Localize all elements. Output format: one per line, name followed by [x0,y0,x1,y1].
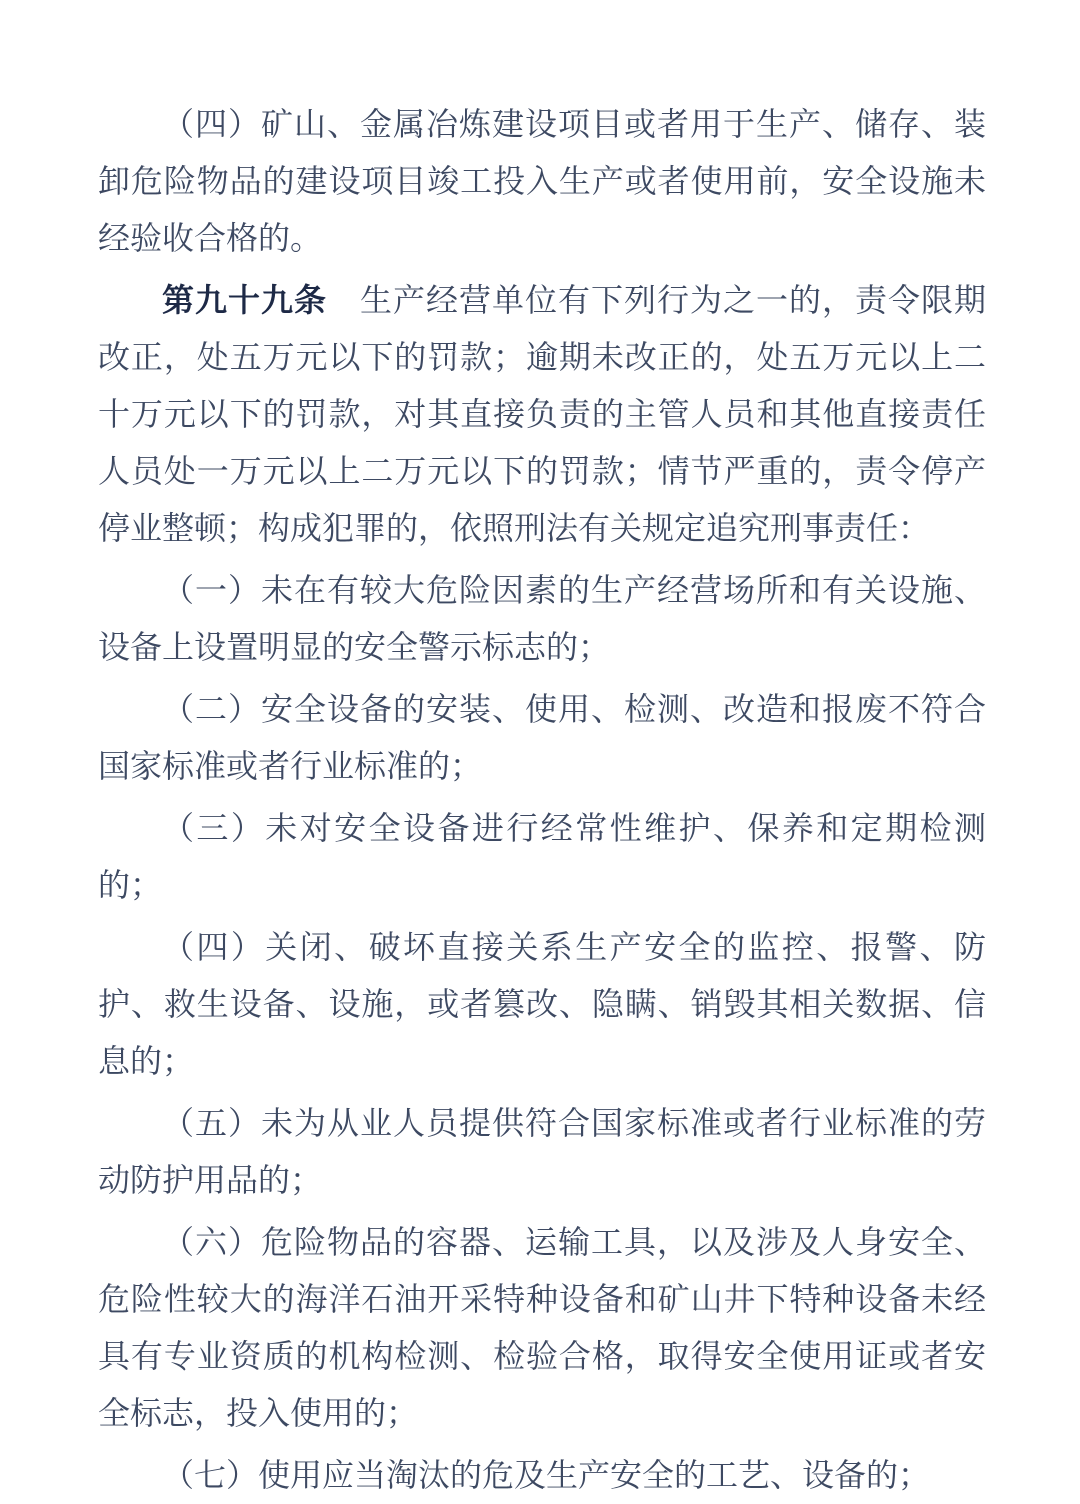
paragraph [98,562,986,676]
paragraph-text: （二）安全设备的安装、使用、检测、改造和报废不符合国家标准或者行业标准的； [98,691,986,784]
paragraph [98,96,986,267]
article-paragraph [98,272,986,557]
paragraph-text: （四）矿山、金属冶炼建设项目或者用于生产、储存、装卸危险物品的建设项目竣工投入生产或者使用前，安全设施未经验收合格的。 [98,106,986,256]
paragraph-text: （七）使用应当淘汰的危及生产安全的工艺、设备的； [162,1457,931,1493]
paragraph-text: （六）危险物品的容器、运输工具，以及涉及人身安全、危险性较大的海洋石油开采特种设备和矿山井下特种设备未经具有专业资质的机构检测、检验合格，取得安全使用证或者安全标志，投入使用的； [98,1224,986,1431]
paragraph-text: （一）未在有较大危险因素的生产经营场所和有关设施、设备上设置明显的安全警示标志的； [98,572,986,665]
paragraph [98,1214,986,1442]
paragraph-text: （三）未对安全设备进行经常性维护、保养和定期检测的； [98,810,986,903]
article-number: 第九十九条 [162,282,327,318]
paragraph [98,919,986,1090]
paragraph-text: 生产经营单位有下列行为之一的，责令限期改正，处五万元以下的罚款；逾期未改正的，处五万元以上二十万元以下的罚款，对其直接负责的主管人员和其他直接责任人员处一万元以上二万元以下的罚款；情节严重的，责令停产停业整顿；构成犯罪的，依照刑法有关规定追究刑事责任： [98,282,986,546]
paragraph-text: （四）关闭、破坏直接关系生产安全的监控、报警、防护、救生设备、设施，或者篡改、隐瞒、销毁其相关数据、信息的； [98,929,986,1079]
paragraph [98,1447,986,1504]
paragraph [98,800,986,914]
paragraph [98,681,986,795]
paragraph-text: （五）未为从业人员提供符合国家标准或者行业标准的劳动防护用品的； [98,1105,986,1198]
legal-text-body [98,96,986,1504]
paragraph [98,1095,986,1209]
